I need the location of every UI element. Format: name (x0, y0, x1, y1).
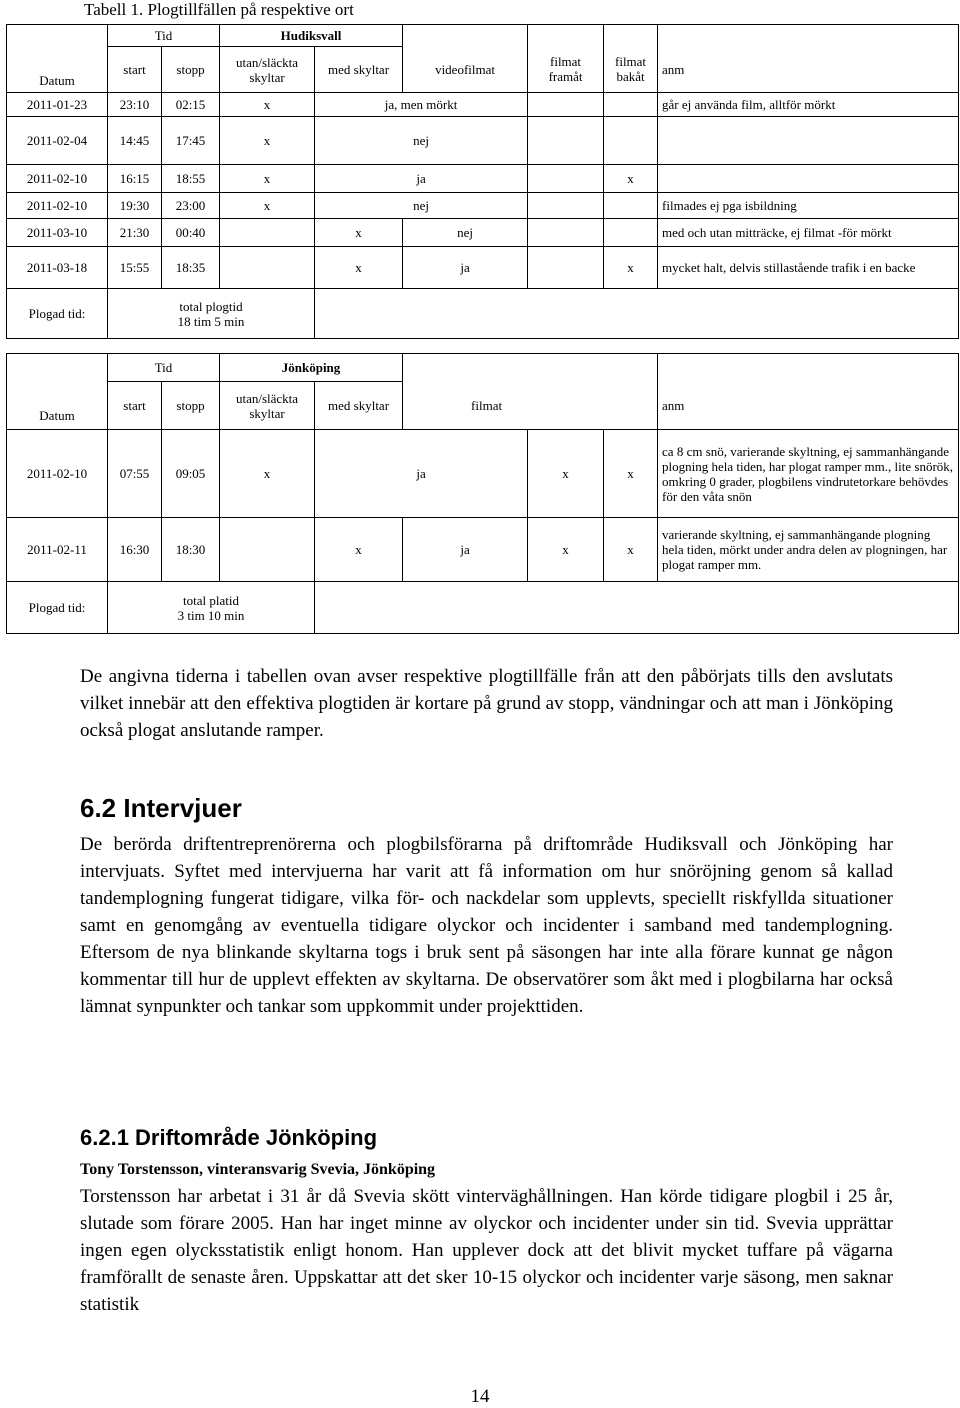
header-tid: Tid (108, 354, 220, 382)
cell-stopp: 18:55 (162, 165, 220, 193)
body-paragraph-1: De angivna tiderna i tabellen ovan avser respektive plogtillfälle från att den påbörjats tills den avslutats vilket innebär att den effektiva plogtiden är kortare på grund av stopp, vändningar och att man i Jönköping också plogat anslutande ramper. (80, 666, 893, 741)
section-heading-6-2: 6.2 Intervjuer (80, 793, 242, 823)
plogad-total (108, 289, 315, 339)
table-row (7, 165, 959, 193)
body-paragraph-3: Torstensson har arbetat i 31 år då Svevia skött vinterväghållningen. Han körde tidigare plogbil i 25 år, slutade som förare 2005. Han har inget minne av olyckor och incidenter under sin tid. Svevia upprättar ingen egen olycksstatistik enligt honom. Han upplever dock att det blivit mycket tuffare på vägarna framförallt de senaste åren. Uppskattar att det sker 10-15 olyckor och incidenter varje säsong, men saknar statistik (80, 1186, 893, 1315)
cell-bakat (604, 193, 658, 219)
table-row (7, 430, 959, 518)
cell-c1: x (528, 518, 604, 582)
cell-utan (220, 219, 315, 247)
cell-start: 16:30 (108, 518, 162, 582)
cell-datum: 2011-02-10 (7, 193, 108, 219)
cell-c2: x (604, 518, 658, 582)
cell-video: nej (315, 117, 528, 165)
cell-start: 23:10 (108, 93, 162, 117)
header-corner (7, 25, 108, 47)
header-tid: Tid (108, 25, 220, 47)
cell-bakat: x (604, 165, 658, 193)
cell-anm: med och utan mitträcke, ej filmat -för mörkt (658, 219, 959, 247)
header-stopp: stopp (162, 47, 220, 93)
table-row (7, 93, 959, 117)
cell-med: x (315, 247, 403, 289)
cell-stopp: 18:35 (162, 247, 220, 289)
header-blank (403, 25, 528, 47)
header-utan: utan/släckta skyltar (220, 47, 315, 93)
header-filmat-bakat: filmat bakåt (604, 47, 658, 93)
cell-stopp: 02:15 (162, 93, 220, 117)
cell-filmat: ja (315, 430, 528, 518)
cell-bakat: x (604, 247, 658, 289)
header-start: start (108, 382, 162, 430)
cell-start: 21:30 (108, 219, 162, 247)
table-row (7, 117, 959, 165)
section-heading-6-2-1: 6.2.1 Driftområde Jönköping (80, 1125, 378, 1150)
cell-datum: 2011-02-11 (7, 518, 108, 582)
header-filmat (403, 382, 658, 430)
cell-stopp: 23:00 (162, 193, 220, 219)
plogad-label: Plogad tid: (7, 582, 108, 634)
header-start: start (108, 47, 162, 93)
cell-c2: x (604, 430, 658, 518)
cell-video: nej (315, 193, 528, 219)
header-filmat-framat: filmat framåt (528, 47, 604, 93)
header-anm: anm (658, 47, 959, 93)
cell-video: ja, men mörkt (315, 93, 528, 117)
cell-datum: 2011-02-10 (7, 430, 108, 518)
cell-start: 16:15 (108, 165, 162, 193)
cell-framat (528, 165, 604, 193)
cell-utan (220, 518, 315, 582)
cell-utan: x (220, 165, 315, 193)
plogad-total-label: total platid (183, 592, 239, 608)
cell-datum: 2011-03-10 (7, 219, 108, 247)
header-datum: Datum (7, 382, 108, 430)
cell-anm: mycket halt, delvis stillastående trafik i en backe (658, 247, 959, 289)
cell-anm: går ej använda film, alltför mörkt (658, 93, 959, 117)
header-anm: anm (658, 382, 959, 430)
cell-anm: varierande skyltning, ej sammanhängande plogning hela tiden, mörkt under andra delen av plogningen, har plogat ramper mm. (658, 518, 959, 582)
plogad-row (7, 289, 959, 339)
cell-utan: x (220, 117, 315, 165)
cell-datum: 2011-01-23 (7, 93, 108, 117)
interviewee-subheading: Tony Torstensson, vinteransvarig Svevia, Jönköping (80, 1161, 436, 1178)
cell-bakat (604, 117, 658, 165)
cell-framat (528, 193, 604, 219)
cell-anm (658, 117, 959, 165)
body-paragraph-2: De berörda driftentreprenörerna och plogbilsförarna på driftområde Hudiksvall och Jönköping har intervjuats. Syftet med intervjuerna har varit att få information om hur snöröjning genom så kallad tandemplogning fungerat tidigare, vilka för- och nackdelar som upplevts, speciellt riskfyllda situationer samt en genomgång av eventuella tidigare olyckor och incidenter i samband med tandemplogning. Eftersom de nya blinkande skyltarna togs i bruk sent på säsongen har inte alla förare kunnat ge någon kommentar till hur de upplevt effekten av skyltarna. De observatörer som åkt med i plogbilarna har också lämnat synpunkter och tankar som uppkommit under projekttiden. (80, 834, 893, 1017)
cell-anm: filmades ej pga isbildning (658, 193, 959, 219)
header-stopp: stopp (162, 382, 220, 430)
table-row (7, 219, 959, 247)
cell-stopp: 09:05 (162, 430, 220, 518)
cell-anm: ca 8 cm snö, varierande skyltning, ej sammanhängande plogning hela tiden, har plogat ramper mm., lite snörök, omkring 0 grader, plogbilens vindrutetorkare behövdes för den våta snön (658, 430, 959, 518)
cell-framat (528, 117, 604, 165)
cell-framat (528, 93, 604, 117)
cell-start: 15:55 (108, 247, 162, 289)
plogad-total (108, 582, 315, 634)
plogad-label: Plogad tid: (7, 289, 108, 339)
cell-start: 07:55 (108, 430, 162, 518)
table-row (7, 247, 959, 289)
cell-stopp: 00:40 (162, 219, 220, 247)
table-caption: Tabell 1. Plogtillfällen på respektive ort (84, 0, 354, 19)
cell-framat (528, 247, 604, 289)
table-row (7, 518, 959, 582)
cell-med: x (315, 219, 403, 247)
cell-utan: x (220, 193, 315, 219)
plogad-total-label: total plogtid (179, 298, 243, 314)
header-filmat-label: filmat (471, 397, 503, 413)
header-med: med skyltar (315, 47, 403, 93)
cell-stopp: 18:30 (162, 518, 220, 582)
cell-framat (528, 219, 604, 247)
header-location: Jönköping (220, 354, 403, 382)
cell-start: 19:30 (108, 193, 162, 219)
cell-bakat (604, 219, 658, 247)
table-row (7, 193, 959, 219)
cell-filmat: ja (403, 518, 528, 582)
cell-video: ja (403, 247, 528, 289)
plogad-total-value: 18 tim 5 min (177, 313, 245, 329)
cell-utan: x (220, 430, 315, 518)
header-videofilmat: videofilmat (403, 47, 528, 93)
plogad-row (7, 582, 959, 634)
cell-start: 14:45 (108, 117, 162, 165)
cell-datum: 2011-02-04 (7, 117, 108, 165)
cell-c1: x (528, 430, 604, 518)
table-jonkoping (6, 353, 959, 634)
cell-utan: x (220, 93, 315, 117)
header-utan: utan/släckta skyltar (220, 382, 315, 430)
cell-med: x (315, 518, 403, 582)
cell-datum: 2011-02-10 (7, 165, 108, 193)
plogad-total-value: 3 tim 10 min (177, 607, 245, 623)
cell-video: ja (315, 165, 528, 193)
cell-utan (220, 247, 315, 289)
cell-video: nej (403, 219, 528, 247)
cell-bakat (604, 93, 658, 117)
page-number: 14 (470, 1386, 490, 1407)
cell-stopp: 17:45 (162, 117, 220, 165)
cell-datum: 2011-03-18 (7, 247, 108, 289)
header-med: med skyltar (315, 382, 403, 430)
table-hudiksvall (6, 24, 959, 339)
cell-anm (658, 165, 959, 193)
header-datum: Datum (7, 47, 108, 93)
header-location: Hudiksvall (220, 25, 403, 47)
